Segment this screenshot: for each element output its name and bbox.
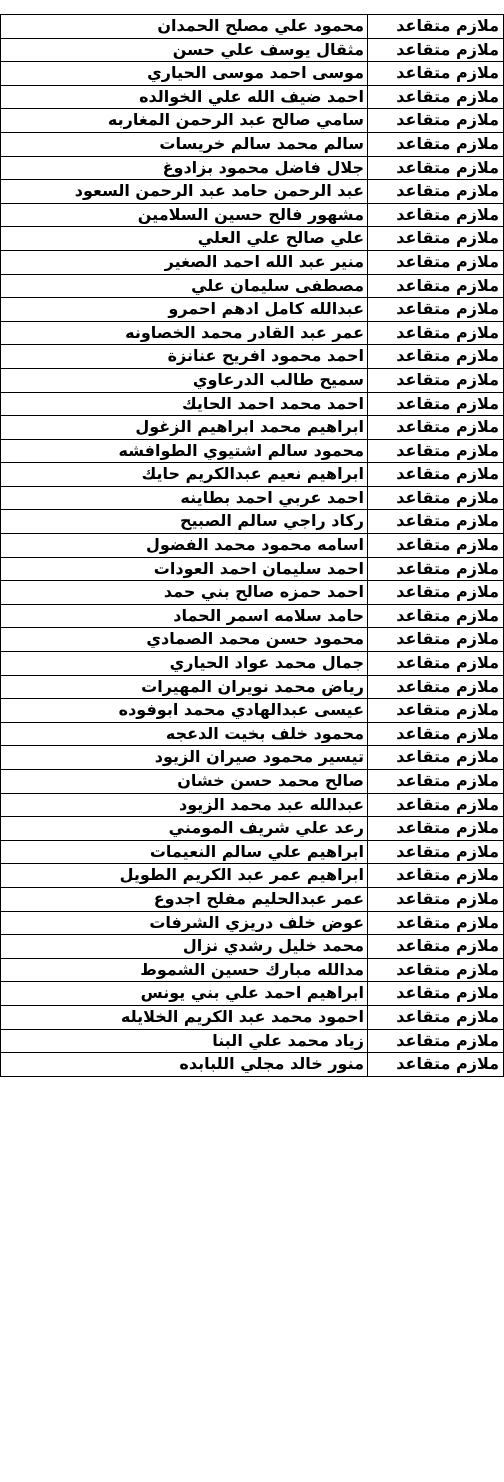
table-row <box>0 345 504 369</box>
table-row <box>0 487 504 511</box>
table-row <box>0 369 504 393</box>
name-cell: محمود خلف بخيت الدعجه <box>0 723 367 746</box>
name-cell: احمد محمود افريح عنانزة <box>0 345 367 368</box>
rank-cell: ملازم متقاعد <box>367 628 504 651</box>
rank-cell: ملازم متقاعد <box>367 746 504 769</box>
name-cell: موسى احمد موسى الحياري <box>0 62 367 85</box>
name-cell: جلال فاضل محمود بزادوغ <box>0 157 367 180</box>
rank-cell: ملازم متقاعد <box>367 440 504 463</box>
table-row <box>0 959 504 983</box>
table-row <box>0 1053 504 1077</box>
name-cell: عمر عبد القادر محمد الخصاونه <box>0 322 367 345</box>
name-cell: صالح محمد حسن خشان <box>0 770 367 793</box>
name-cell: ابراهيم نعيم عبدالكريم حايك <box>0 463 367 486</box>
table-row <box>0 817 504 841</box>
table-row <box>0 699 504 723</box>
name-cell: احمد محمد احمد الحايك <box>0 393 367 416</box>
rank-cell: ملازم متقاعد <box>367 770 504 793</box>
rank-cell: ملازم متقاعد <box>367 1030 504 1053</box>
table-row <box>0 204 504 228</box>
rank-cell: ملازم متقاعد <box>367 416 504 439</box>
rank-cell: ملازم متقاعد <box>367 534 504 557</box>
name-cell: محمود علي مصلح الحمدان <box>0 15 367 38</box>
name-cell: ابراهيم احمد علي بني يونس <box>0 982 367 1005</box>
table-row <box>0 157 504 181</box>
table-row <box>0 888 504 912</box>
name-cell: مصطفى سليمان علي <box>0 275 367 298</box>
rank-cell: ملازم متقاعد <box>367 39 504 62</box>
rank-cell: ملازم متقاعد <box>367 157 504 180</box>
rank-cell: ملازم متقاعد <box>367 15 504 38</box>
rank-cell: ملازم متقاعد <box>367 864 504 887</box>
rank-cell: ملازم متقاعد <box>367 393 504 416</box>
table-row <box>0 935 504 959</box>
name-cell: مشهور فالح حسين السلامين <box>0 204 367 227</box>
table-row <box>0 1030 504 1054</box>
rank-cell: ملازم متقاعد <box>367 605 504 628</box>
name-cell: اسامه محمود محمد الفضول <box>0 534 367 557</box>
name-cell: رياض محمد نويران المهيرات <box>0 676 367 699</box>
table-row <box>0 393 504 417</box>
rank-cell: ملازم متقاعد <box>367 298 504 321</box>
name-cell: حامد سلامه اسمر الحماد <box>0 605 367 628</box>
name-cell: منور خالد مجلي اللبابده <box>0 1053 367 1076</box>
rank-cell: ملازم متقاعد <box>367 487 504 510</box>
name-cell: عبد الرحمن حامد عبد الرحمن السعود <box>0 180 367 203</box>
table-row <box>0 416 504 440</box>
rank-cell: ملازم متقاعد <box>367 652 504 675</box>
name-cell: ركاد راجي سالم الصبيح <box>0 510 367 533</box>
name-cell: علي صالح علي العلي <box>0 227 367 250</box>
rank-cell: ملازم متقاعد <box>367 345 504 368</box>
table-row <box>0 864 504 888</box>
table-row <box>0 463 504 487</box>
table-row <box>0 581 504 605</box>
name-cell: منير عبد الله احمد الصغير <box>0 251 367 274</box>
rank-cell: ملازم متقاعد <box>367 581 504 604</box>
rank-cell: ملازم متقاعد <box>367 204 504 227</box>
table-row <box>0 133 504 157</box>
table-row <box>0 440 504 464</box>
table-row <box>0 510 504 534</box>
table-row <box>0 109 504 133</box>
name-cell: احمد عربي احمد بطاينه <box>0 487 367 510</box>
table-row <box>0 15 504 39</box>
table-row <box>0 180 504 204</box>
table-row <box>0 558 504 582</box>
name-cell: زياد محمد علي البنا <box>0 1030 367 1053</box>
rank-cell: ملازم متقاعد <box>367 275 504 298</box>
name-cell: سامي صالح عبد الرحمن المغاربه <box>0 109 367 132</box>
table-row <box>0 746 504 770</box>
rank-cell: ملازم متقاعد <box>367 794 504 817</box>
rank-cell: ملازم متقاعد <box>367 1006 504 1029</box>
rank-cell: ملازم متقاعد <box>367 180 504 203</box>
table-row <box>0 62 504 86</box>
table-row <box>0 39 504 63</box>
name-cell: عيسى عبدالهادي محمد ابوفوده <box>0 699 367 722</box>
rank-cell: ملازم متقاعد <box>367 841 504 864</box>
name-cell: ابراهيم علي سالم النعيمات <box>0 841 367 864</box>
rank-cell: ملازم متقاعد <box>367 817 504 840</box>
rank-cell: ملازم متقاعد <box>367 723 504 746</box>
name-cell: مدالله مبارك حسين الشموط <box>0 959 367 982</box>
name-cell: محمود سالم اشتيوي الطوافشه <box>0 440 367 463</box>
name-cell: جمال محمد عواد الحياري <box>0 652 367 675</box>
rank-cell: ملازم متقاعد <box>367 109 504 132</box>
table-row <box>0 723 504 747</box>
name-cell: عبدالله كامل ادهم احمرو <box>0 298 367 321</box>
rank-cell: ملازم متقاعد <box>367 62 504 85</box>
name-cell: احمد ضيف الله علي الخوالده <box>0 86 367 109</box>
rank-cell: ملازم متقاعد <box>367 227 504 250</box>
table-row <box>0 251 504 275</box>
table-row <box>0 841 504 865</box>
name-cell: عمر عبدالحليم مفلح اجدوع <box>0 888 367 911</box>
rank-cell: ملازم متقاعد <box>367 676 504 699</box>
table-row <box>0 86 504 110</box>
name-cell: ابراهيم محمد ابراهيم الزغول <box>0 416 367 439</box>
table-row <box>0 676 504 700</box>
rank-cell: ملازم متقاعد <box>367 558 504 581</box>
table-row <box>0 1006 504 1030</box>
rank-cell: ملازم متقاعد <box>367 251 504 274</box>
rank-cell: ملازم متقاعد <box>367 699 504 722</box>
name-cell: عبدالله عبد محمد الزيود <box>0 794 367 817</box>
table-row <box>0 605 504 629</box>
table-row <box>0 652 504 676</box>
name-cell: محمد خليل رشدي نزال <box>0 935 367 958</box>
name-cell: احمد سليمان احمد العودات <box>0 558 367 581</box>
table-row <box>0 298 504 322</box>
name-cell: سالم محمد سالم خريسات <box>0 133 367 156</box>
rank-cell: ملازم متقاعد <box>367 86 504 109</box>
rank-cell: ملازم متقاعد <box>367 982 504 1005</box>
table-row <box>0 628 504 652</box>
roster-table <box>0 14 504 1077</box>
rank-cell: ملازم متقاعد <box>367 1053 504 1076</box>
name-cell: محمود حسن محمد الصمادي <box>0 628 367 651</box>
name-cell: سميح طالب الدرعاوي <box>0 369 367 392</box>
table-row <box>0 322 504 346</box>
name-cell: ابراهيم عمر عبد الكريم الطويل <box>0 864 367 887</box>
name-cell: رعد علي شريف المومني <box>0 817 367 840</box>
table-row <box>0 982 504 1006</box>
rank-cell: ملازم متقاعد <box>367 133 504 156</box>
rank-cell: ملازم متقاعد <box>367 888 504 911</box>
rank-cell: ملازم متقاعد <box>367 935 504 958</box>
table-row <box>0 794 504 818</box>
name-cell: احمود محمد عبد الكريم الخلايله <box>0 1006 367 1029</box>
name-cell: عوض خلف دريزي الشرفات <box>0 912 367 935</box>
rank-cell: ملازم متقاعد <box>367 463 504 486</box>
rank-cell: ملازم متقاعد <box>367 912 504 935</box>
rank-cell: ملازم متقاعد <box>367 322 504 345</box>
name-cell: احمد حمزه صالح بني حمد <box>0 581 367 604</box>
table-row <box>0 534 504 558</box>
rank-cell: ملازم متقاعد <box>367 959 504 982</box>
table-row <box>0 275 504 299</box>
table-row <box>0 770 504 794</box>
rank-cell: ملازم متقاعد <box>367 510 504 533</box>
name-cell: مثقال يوسف علي حسن <box>0 39 367 62</box>
rank-cell: ملازم متقاعد <box>367 369 504 392</box>
name-cell: تيسير محمود صيران الزيود <box>0 746 367 769</box>
table-row <box>0 227 504 251</box>
table-row <box>0 912 504 936</box>
